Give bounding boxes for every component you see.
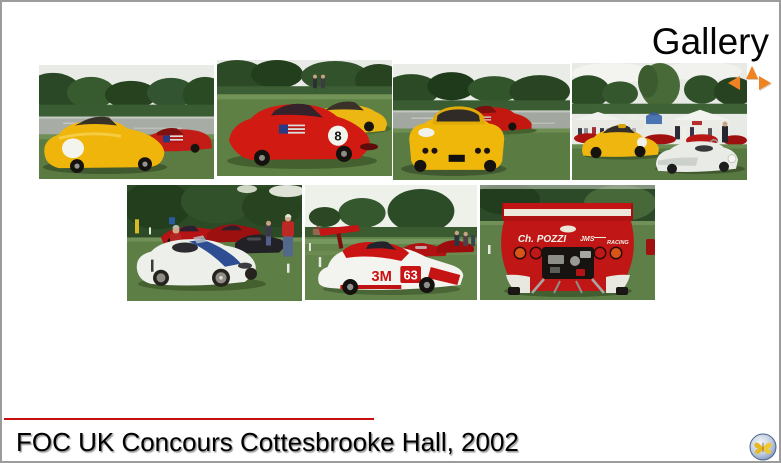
page-caption: FOC UK Concours Cottesbrooke Hall, 2002	[16, 427, 519, 457]
photo-image	[393, 64, 570, 180]
gallery-photo-3[interactable]	[393, 64, 570, 180]
wing-text-racing: RACING	[607, 240, 629, 246]
photo-image	[127, 185, 302, 301]
photo-image	[39, 65, 214, 179]
gallery-photo-2[interactable]	[217, 60, 392, 176]
wing-text-pozzi: Ch. POZZI	[517, 234, 567, 245]
gallery-photo-6[interactable]	[305, 185, 477, 300]
sponsor-text: 3M	[371, 268, 392, 286]
gallery-photo-5[interactable]	[127, 185, 302, 301]
race-number-text: 63	[403, 267, 418, 283]
photo-image	[305, 185, 477, 300]
photo-nav	[728, 66, 772, 94]
next-arrow-icon[interactable]	[759, 76, 771, 90]
gallery-photo-7[interactable]	[480, 185, 655, 300]
page-title: Gallery	[651, 21, 769, 62]
gallery-photo-4[interactable]	[572, 63, 747, 180]
butterfly-glyph	[749, 433, 777, 461]
photo-image	[572, 63, 747, 180]
up-arrow-icon[interactable]	[746, 66, 758, 79]
wing-text-jms: JMS	[580, 236, 595, 243]
roundel-number-text: 8	[334, 128, 342, 144]
prev-arrow-icon[interactable]	[728, 76, 740, 90]
photo-image	[480, 185, 655, 300]
gallery-photo-1[interactable]	[39, 65, 214, 179]
caption-rule	[4, 418, 374, 420]
butterfly-logo-icon[interactable]	[749, 433, 777, 461]
photo-image	[217, 60, 392, 176]
